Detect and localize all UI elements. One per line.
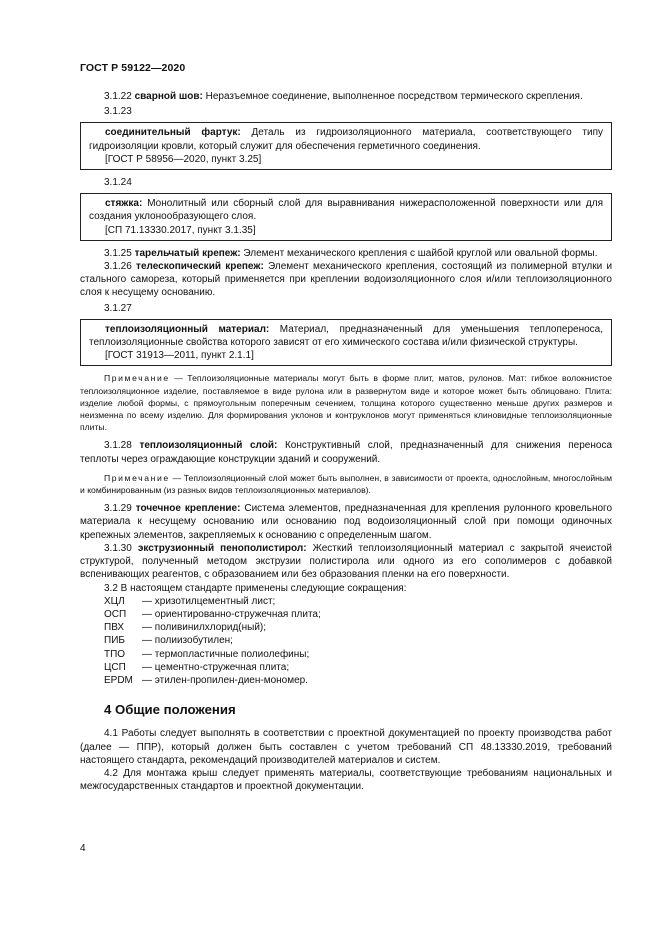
term-source: [ГОСТ Р 58956—2020, пункт 3.25] (105, 153, 262, 165)
abbreviation-row (104, 648, 612, 661)
term-number-3-1-27: 3.1.27 (104, 302, 132, 314)
abbreviation-definition: — этилен-пропилен-диен-мономер. (142, 674, 308, 686)
term-3-1-24 (89, 197, 603, 223)
term-text: Неразъемное соединение, выполненное посредством термического скрепления. (205, 91, 583, 102)
abbreviation-row (104, 608, 612, 621)
term-text: Конструктивный слой, предназначенный для снижения переноса теплоты через ограждающие конструкции зданий и сооружений. (80, 440, 613, 465)
abbreviation: ЦСП (104, 661, 126, 673)
abbreviations-list (80, 595, 612, 687)
abbreviation: ТПО (104, 648, 126, 660)
term-3-1-22 (80, 90, 612, 103)
clause-4-1: 4.1 Работы следует выполнять в соответствии с проектной документацией по проекту производства работ (далее — ППР), который должен быть составлен с учетом требований СП 48.13330.2019, требований настоящего стандарта, рекомендаций производителей материалов и систем. (80, 728, 612, 766)
clause-4-2: 4.2 Для монтажа крыш следует применять материалы, соответствующие требованиям национальных и межгосударственных стандартов и проектной документации. (80, 767, 612, 793)
abbreviation-row (104, 634, 612, 647)
term-3-1-30 (80, 542, 612, 582)
abbreviation: ПИБ (104, 635, 125, 647)
page-number: 4 (80, 843, 86, 854)
abbreviation: ХЦЛ (104, 595, 125, 607)
term-text: Жесткий теплоизоляционный материал с закрытой ячеистой структурой, полученный методом экструзии полистирола или одного из его сополимеров с добавкой вспенивающих реагентов, с образованием или без образования пленки на его поверхности. (80, 542, 612, 581)
document-body (80, 90, 612, 793)
abbreviation: ОСП (104, 608, 127, 620)
term-name: соединительный фартук: (105, 127, 241, 139)
term-number-3-1-24: 3.1.24 (104, 177, 132, 189)
term-3-1-26 (80, 260, 612, 300)
term-name: тарельчатый крепеж: (134, 247, 241, 259)
abbreviation: EPDM (104, 674, 133, 686)
term-name: экструзионный пенополистирол: (137, 542, 307, 554)
term-number: 3.1.28 (104, 440, 132, 452)
term-name: теплоизоляционный слой: (139, 440, 278, 452)
term-name: стяжка: (105, 198, 143, 210)
document-page (80, 0, 612, 935)
term-3-1-23 (89, 126, 603, 152)
term-number: 3.1.29 (104, 503, 132, 515)
definition-box-3-1-27 (80, 319, 612, 367)
term-name: телескопический крепеж: (136, 261, 264, 273)
abbreviation-definition: — полиизобутилен; (142, 635, 233, 647)
term-text: Деталь из гидроизоляционного материала, соответствующего типу гидроизоляции кровли, который служит для обеспечения герметичного соединения. (89, 127, 603, 152)
note-text: — Теплоизоляционные материалы могут быть в форме плит, матов, рулонов. Мат: гибкое волокнистое теплоизоляционное изделие, поставляемое в виде рулона или в развернутом виде и которое может быть облицовано. Плита: изделие любой формы, с прямоугольным поперечным сечением, толщина которого существенно меньше других размеров и неизменна по всему изделию. Для формирования уклонов и контруклонов могут применяться клиновидные теплоизоляционные плиты. (80, 373, 612, 433)
note-text: — Теплоизоляционный слой может быть выполнен, в зависимости от проекта, однослойным, многослойным и комбинированным (из разных видов теплоизоляционных материалов). (80, 472, 612, 496)
section-heading-4: 4 Общие положения (104, 702, 236, 718)
abbreviation-definition: — цементно-стружечная плита; (142, 661, 290, 673)
term-name: точечное крепление: (135, 503, 241, 515)
term-source: [СП 71.13330.2017, пункт 3.1.35] (105, 224, 256, 236)
term-number-3-1-23: 3.1.23 (104, 106, 132, 118)
term-text: Монолитный или сборный слой для выравнивания нижерасположенной поверхности или для создания уклонообразующего слоя. (89, 198, 603, 223)
abbreviation-definition: — ориентированно-стружечная плита; (142, 608, 321, 620)
abbreviation-row (104, 674, 612, 687)
term-number: 3.1.26 (104, 261, 132, 273)
term-name: теплоизоляционный материал: (105, 323, 270, 335)
term-text: Материал, предназначенный для уменьшения теплопереноса, теплоизоляционные свойства которого зависят от его химического состава и/или физической структуры. (89, 323, 603, 349)
term-3-1-29 (80, 502, 612, 542)
clause-3-2: 3.2 В настоящем стандарте применены следующие сокращения: (104, 582, 407, 594)
note-insulation-materials (80, 372, 612, 433)
abbreviation-definition: — термопластичные полиолефины; (142, 648, 310, 660)
definition-box-3-1-24 (80, 193, 612, 241)
abbreviation-row (104, 621, 612, 634)
abbreviation-row (104, 661, 612, 674)
note-label: Примечание (104, 472, 170, 483)
abbreviation-definition: — поливинилхлорид(ный); (142, 622, 267, 634)
term-name: сварной шов: (134, 91, 203, 102)
term-source: [ГОСТ 31913—2011, пункт 2.1.1] (105, 350, 254, 362)
abbreviation: ПВХ (104, 622, 125, 634)
term-number: 3.1.22 (104, 91, 132, 102)
term-text: Элемент механического крепления с шайбой круглой или овальной формы. (243, 247, 598, 259)
term-3-1-28 (80, 439, 612, 465)
term-text: Система элементов, предназначенная для крепления рулонного кровельного материала к несущему основанию или основанию под водоизоляционный слой при помощи одиночных крепежных элементов, закрепляемых к основанию с определенным шагом. (80, 503, 613, 541)
note-insulation-layer (80, 472, 612, 496)
note-label: Примечание (104, 373, 170, 384)
abbreviation-row (104, 595, 612, 608)
term-number: 3.1.25 (104, 247, 132, 259)
abbreviation-definition: — хризотилцементный лист; (142, 595, 276, 607)
term-3-1-27 (89, 323, 603, 349)
term-3-1-25 (80, 247, 612, 260)
term-text: Элемент механического крепления, состоящий из полимерной втулки и стального самореза, который применяется при креплении водоизоляционного слоя и/или теплоизоляционного слоя к несущему основанию. (80, 261, 613, 299)
term-number: 3.1.30 (104, 542, 132, 554)
document-id: ГОСТ Р 59122—2020 (80, 62, 186, 74)
definition-box-3-1-23 (80, 122, 612, 170)
